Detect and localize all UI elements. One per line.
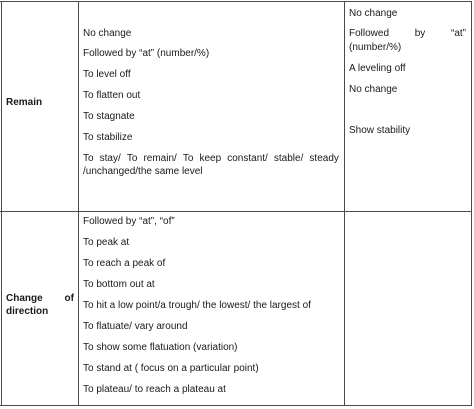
noun-word: Followed [349,28,390,39]
verb-line-word: stay/ [99,153,121,164]
verb-line-word: To [182,153,194,164]
noun-item: No change [349,8,398,19]
verb-item: To stagnate [83,111,135,122]
verb-item [83,153,339,165]
noun-item: A leveling off [349,63,406,74]
verb-line-word: keep [199,153,222,164]
table-border-top [0,1,472,2]
noun-item: Show stability [349,125,411,136]
verb-line-word: constant/ [227,153,268,164]
row-label-remain: Remain [6,97,43,108]
verb-item: To level off [83,69,131,80]
row-label-change-line1 [6,293,74,305]
table-border-right [471,1,472,406]
verb-line-word: remain/ [143,153,177,164]
row-divider [0,211,472,212]
verb-item: To flatuate/ vary around [83,321,188,332]
verb-item: To flatten out [83,90,141,101]
verb-item: No change [83,28,132,39]
verb-line-word: To [83,153,94,164]
noun-word: by [414,28,426,39]
verb-line-word: stable/ [273,153,304,164]
noun-item: (number/%) [349,42,402,53]
noun-item: No change [349,84,398,95]
verb-item: To peak at [83,237,130,248]
verb-line-word: To [126,153,138,164]
table-border-bottom [0,405,472,406]
noun-item [349,28,466,40]
verb-item: /unchanged/the same level [83,166,203,177]
verb-item: To stand at ( focus on a particular point) [83,363,259,374]
row-label-word: of [64,293,74,304]
noun-word: “at” [451,28,466,39]
row-label-word: Change [6,293,43,304]
row-label-change-line2: direction [6,306,49,317]
table-border-left [1,1,2,406]
verb-item: Followed by “at”, “of” [83,216,175,227]
column-divider-1 [78,1,79,406]
verb-item: To reach a peak of [83,258,166,269]
verb-line-word: steady [309,153,339,164]
column-divider-2 [344,1,345,406]
verb-item: Followed by “at” (number/%) [83,48,210,59]
verb-item: To show some flatuation (variation) [83,342,238,353]
verb-item: To plateau/ to reach a plateau at [83,384,226,395]
verb-item: To stabilize [83,132,133,143]
verb-item: To hit a low point/a trough/ the lowest/ the largest of [83,300,311,311]
verb-item: To bottom out at [83,279,155,290]
